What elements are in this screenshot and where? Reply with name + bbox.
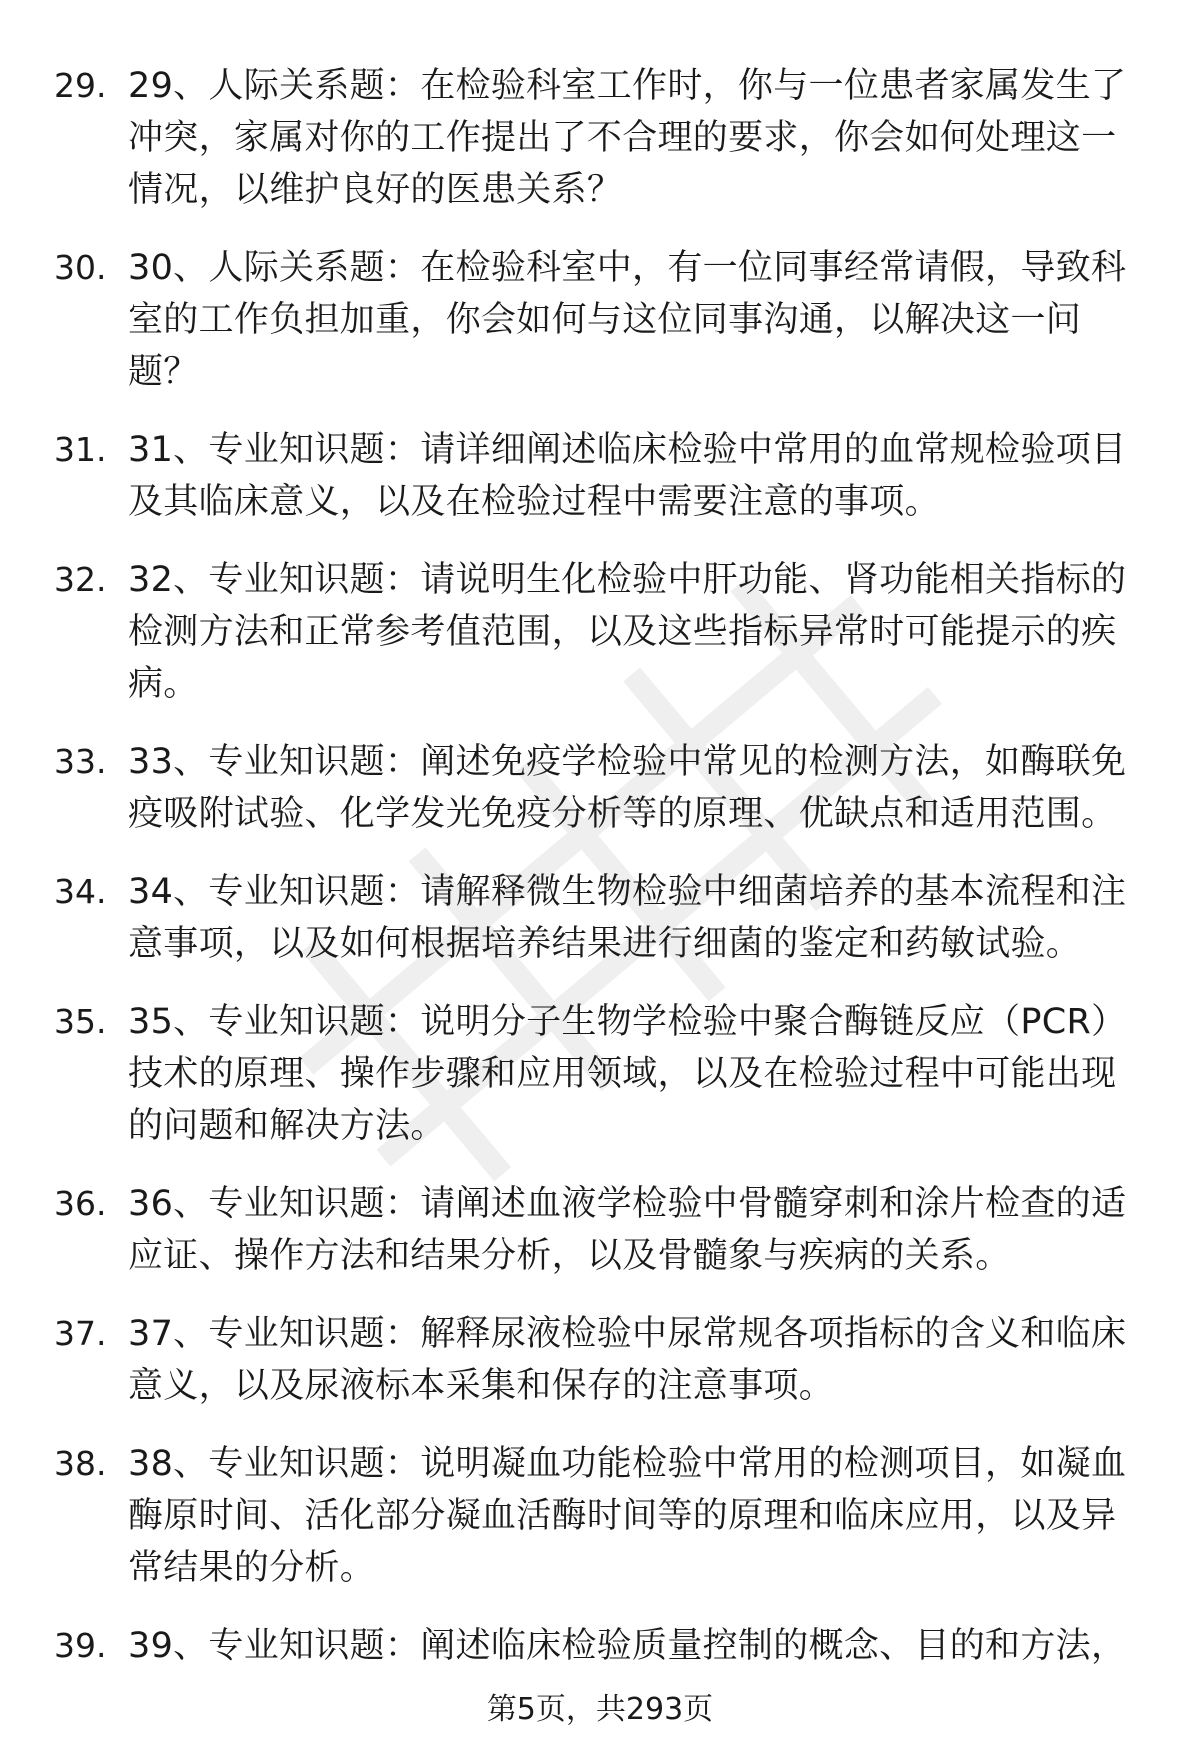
question-text: 32、专业知识题：请说明生化检验中肝功能、肾功能相关指标的检测方法和正常参考值范围，以及这些指标异常时可能提示的疾病。 bbox=[128, 560, 1127, 704]
question-item bbox=[0, 554, 1200, 710]
question-text: 37、专业知识题：解释尿液检验中尿常规各项指标的含义和临床意义，以及尿液标本采集和保存的注意事项。 bbox=[128, 1314, 1127, 1406]
question-number: 34. bbox=[54, 872, 107, 911]
question-list bbox=[0, 60, 1200, 1698]
question-text: 33、专业知识题：阐述免疫学检验中常见的检测方法，如酶联免疫吸附试验、化学发光免疫分析等的原理、优缺点和适用范围。 bbox=[128, 742, 1127, 834]
question-text: 39、专业知识题：阐述临床检验质量控制的概念、目的和方法， bbox=[128, 1626, 1127, 1666]
question-item bbox=[0, 1178, 1200, 1282]
question-number: 35. bbox=[54, 1002, 107, 1041]
question-item bbox=[0, 996, 1200, 1152]
question-item bbox=[0, 60, 1200, 216]
question-number: 36. bbox=[54, 1184, 107, 1223]
page-number-label: 第5页，共293页 bbox=[486, 1692, 714, 1727]
question-text: 31、专业知识题：请详细阐述临床检验中常用的血常规检验项目及其临床意义，以及在检验过程中需要注意的事项。 bbox=[128, 430, 1127, 522]
question-item bbox=[0, 1438, 1200, 1594]
question-item bbox=[0, 1308, 1200, 1412]
question-number: 30. bbox=[54, 248, 107, 287]
question-item bbox=[0, 866, 1200, 970]
question-number: 33. bbox=[54, 742, 107, 781]
question-number: 38. bbox=[54, 1444, 107, 1483]
question-item bbox=[0, 1620, 1200, 1672]
question-number: 32. bbox=[54, 560, 107, 599]
question-item bbox=[0, 424, 1200, 528]
question-text: 30、人际关系题：在检验科室中，有一位同事经常请假，导致科室的工作负担加重，你会如何与这位同事沟通，以解决这一问题？ bbox=[128, 248, 1127, 392]
question-number: 31. bbox=[54, 430, 107, 469]
question-number: 29. bbox=[54, 66, 107, 105]
question-number: 39. bbox=[54, 1626, 107, 1665]
question-item bbox=[0, 736, 1200, 840]
question-text: 38、专业知识题：说明凝血功能检验中常用的检测项目，如凝血酶原时间、活化部分凝血活酶时间等的原理和临床应用，以及异常结果的分析。 bbox=[128, 1444, 1127, 1588]
question-text: 34、专业知识题：请解释微生物检验中细菌培养的基本流程和注意事项，以及如何根据培养结果进行细菌的鉴定和药敏试验。 bbox=[128, 872, 1127, 964]
question-item bbox=[0, 242, 1200, 398]
question-text: 36、专业知识题：请阐述血液学检验中骨髓穿刺和涂片检查的适应证、操作方法和结果分析，以及骨髓象与疾病的关系。 bbox=[128, 1184, 1127, 1276]
page-footer bbox=[0, 1690, 1200, 1730]
question-text: 35、专业知识题：说明分子生物学检验中聚合酶链反应（PCR）技术的原理、操作步骤和应用领域，以及在检验过程中可能出现的问题和解决方法。 bbox=[128, 1002, 1127, 1146]
question-text: 29、人际关系题：在检验科室工作时，你与一位患者家属发生了冲突，家属对你的工作提出了不合理的要求，你会如何处理这一情况，以维护良好的医患关系？ bbox=[128, 66, 1127, 210]
question-number: 37. bbox=[54, 1314, 107, 1353]
